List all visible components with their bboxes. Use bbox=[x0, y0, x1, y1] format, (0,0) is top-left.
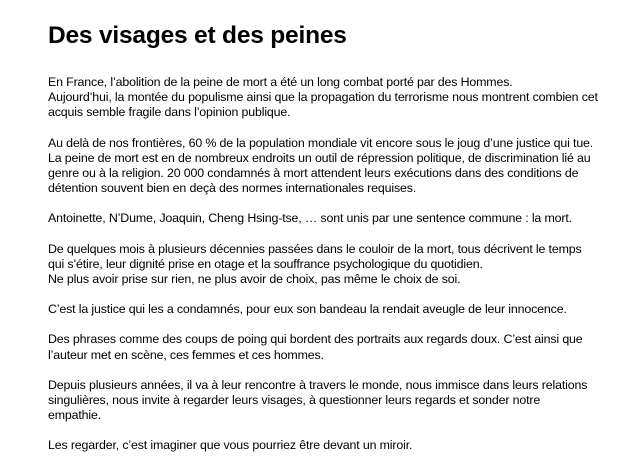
paragraph-death-row bbox=[48, 242, 638, 288]
paragraph-names bbox=[48, 211, 638, 226]
text-line: Antoinette, N’Dume, Joaquin, Cheng Hsing-tse, … sont unis par une sentence commune : la mort. bbox=[48, 211, 572, 226]
text-line: l’auteur met en scène, ces femmes et ces hommes. bbox=[48, 347, 324, 362]
text-line: Des phrases comme des coups de poing qui bordent des portraits aux regards doux. C’est ainsi que bbox=[48, 332, 583, 347]
paragraph-portraits bbox=[48, 332, 638, 362]
text-line: Les regarder, c’est imaginer que vous pourriez être devant un miroir. bbox=[48, 438, 413, 453]
text-line: De quelques mois à plusieurs décennies passées dans le couloir de la mort, tous décrivent le temps bbox=[48, 241, 582, 256]
text-line: empathie. bbox=[48, 408, 102, 423]
text-line: Au delà de nos frontières, 60 % de la population mondiale vit encore sous le joug d’une justice qui tue. bbox=[48, 135, 594, 150]
text-line: détention souvent bien en deçà des normes internationales requises. bbox=[48, 181, 417, 196]
paragraph-abolition bbox=[48, 75, 638, 121]
text-line: Ne plus avoir prise sur rien, ne plus avoir de choix, pas même le choix de soi. bbox=[48, 272, 461, 287]
paragraph-author bbox=[48, 378, 638, 424]
paragraph-world bbox=[48, 136, 638, 197]
text-line: En France, l’abolition de la peine de mort a été un long combat porté par des Hommes. bbox=[48, 75, 513, 89]
text-line: Depuis plusieurs années, il va à leur rencontre à travers le monde, nous immisce dans leurs relations bbox=[48, 377, 588, 392]
text-line: qui s’étire, leur dignité prise en otage et la souffrance psychologique du quotidien. bbox=[48, 256, 483, 271]
document-body bbox=[48, 75, 638, 469]
text-line: Aujourd’hui, la montée du populisme ainsi que la propagation du terrorisme nous montrent combien cet bbox=[48, 90, 598, 105]
paragraph-mirror bbox=[48, 438, 638, 453]
text-line: La peine de mort est en de nombreux endroits un outil de répression politique, de discrimination lié au bbox=[48, 150, 591, 165]
page-title: Des visages et des peines bbox=[48, 22, 347, 49]
text-line: singulières, nous invite à regarder leurs visages, à questionner leurs regards et sonder notre bbox=[48, 393, 541, 408]
text-line: genre ou à la religion. 20 000 condamnés à mort attendent leurs exécutions dans des conditions de bbox=[48, 166, 579, 181]
text-line: C’est la justice qui les a condamnés, pour eux son bandeau la rendait aveugle de leur innocence. bbox=[48, 302, 567, 317]
paragraph-justice bbox=[48, 302, 638, 317]
text-line: acquis semble fragile dans l’opinion publique. bbox=[48, 105, 291, 120]
